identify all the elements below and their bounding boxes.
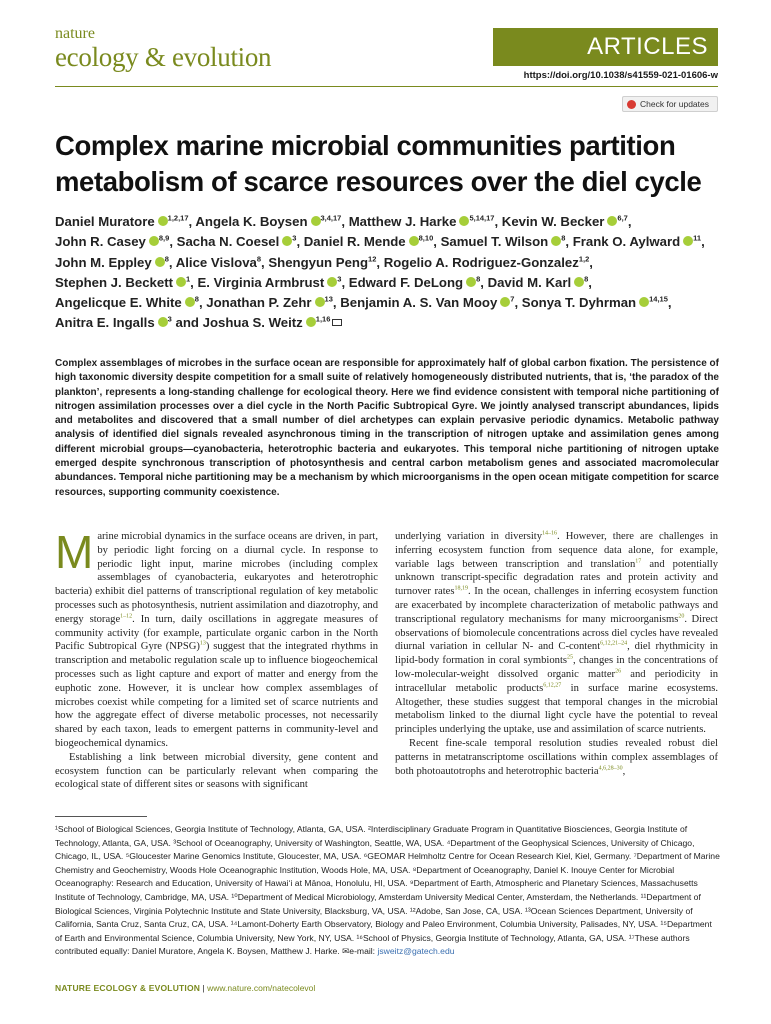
author-affiliation: 11 [693, 233, 702, 243]
citation[interactable]: 13 [199, 640, 206, 647]
author-name: Frank O. Aylward [572, 234, 681, 250]
author-name: Benjamin A. S. Van Mooy [340, 295, 498, 311]
abstract: Complex assemblages of microbes in the surface ocean are responsible for approximately half of global carbon fixation. The persistence of high taxonomic diversity despite competition for a small suite of relatively homogeneously distributed nutrients, that is, ‘the paradox of the plankton’, represents a long-standing challenge for ecological theory. Here we find evidence consistent with temporal niche partitioning of nitrogen assimilation processes over a diel cycle in the North Pacific Subtropical Gyre. We jointly analysed transcript abundances, lipids and metabolites and discovered that a small number of diel archetypes can explain pervasive periodic dynamics. Metabolic pathway analysis of identified diel signals revealed asynchronous timing in the transcription of nitrogen uptake and assimilation genes among different microbial groups—cyanobacteria, heterotrophic bacteria and eukaryotes. This temporal niche partitioning of nitrogen uptake emerged despite synchronous transcription of photosynthesis and central carbon metabolism genes and associated macromolecular abundances. Temporal niche partitioning may be a mechanism by which microorganisms in the open ocean mitigate competition for scarce resources, supporting community coexistence. [55, 358, 719, 498]
orcid-icon[interactable] [607, 216, 617, 226]
orcid-icon[interactable] [311, 216, 321, 226]
author-affiliation: 6,7 [617, 213, 628, 223]
author-affiliation: 13 [324, 294, 333, 304]
footer-journal: NATURE ECOLOGY & EVOLUTION [55, 983, 201, 993]
author-name: Daniel R. Mende [303, 234, 406, 250]
author[interactable] [203, 315, 343, 330]
author[interactable] [55, 275, 190, 290]
citation[interactable]: 14–16 [542, 530, 558, 537]
author[interactable] [55, 315, 172, 330]
author-affiliation: 8,9 [158, 233, 170, 243]
orcid-icon[interactable] [176, 277, 186, 287]
author-affiliation: 8 [194, 294, 199, 304]
author-name: Rogelio A. Rodriguez-Gonzalez [383, 254, 579, 270]
author-name: David M. Karl [487, 274, 572, 290]
citation[interactable]: 4,6,28–30 [598, 765, 623, 772]
author-name: E. Virginia Armbrust [197, 274, 325, 290]
body-column-right [395, 530, 718, 778]
orcid-icon[interactable] [574, 277, 584, 287]
author[interactable] [176, 255, 261, 270]
author-affiliation: 1,16 [315, 315, 331, 325]
author[interactable] [206, 295, 333, 310]
author-name: Edward F. DeLong [348, 274, 464, 290]
author-name: Angela K. Boysen [195, 214, 308, 229]
author[interactable] [349, 214, 495, 229]
drop-cap: M [55, 526, 94, 578]
citation[interactable]: 6,12,21–24 [600, 640, 628, 647]
author-affiliation: 8,10 [418, 233, 434, 243]
author[interactable] [177, 234, 297, 249]
orcid-icon[interactable] [158, 317, 168, 327]
author-affiliation: 14,15 [649, 294, 668, 304]
author[interactable] [522, 295, 668, 310]
author-affiliation: 8 [256, 254, 262, 264]
orcid-icon[interactable] [315, 297, 325, 307]
author[interactable] [195, 214, 341, 229]
orcid-icon[interactable] [639, 297, 649, 307]
orcid-icon[interactable] [409, 236, 419, 246]
journal-name-small: nature [55, 25, 95, 42]
author-affiliation: 1 [186, 274, 191, 284]
author-affiliation: 8 [584, 274, 589, 284]
citation[interactable]: 20 [678, 613, 685, 620]
author-affiliation: 1,2 [578, 254, 590, 264]
author-name: John R. Casey [55, 234, 146, 250]
author-affiliation: 8 [164, 254, 169, 264]
author[interactable] [55, 295, 199, 310]
orcid-icon[interactable] [327, 277, 337, 287]
citation[interactable]: 1–12 [120, 613, 133, 620]
author-affiliation: 3 [337, 274, 342, 284]
email-link[interactable]: jsweitz@gatech.edu [377, 946, 455, 957]
author-affiliation: 3 [167, 315, 172, 325]
footnote-rule [55, 816, 147, 817]
citation[interactable]: 18,19 [454, 585, 468, 592]
citation[interactable]: 17 [635, 558, 642, 565]
author[interactable] [573, 234, 701, 249]
author-name: Stephen J. Beckett [55, 274, 173, 290]
author[interactable] [55, 255, 169, 270]
author[interactable] [55, 214, 189, 229]
author-name: Shengyun Peng [268, 254, 369, 270]
author-affiliation: 3 [292, 233, 297, 243]
orcid-icon[interactable] [282, 236, 292, 246]
journal-logo [55, 26, 271, 72]
author[interactable] [502, 214, 628, 229]
check-updates-icon [627, 100, 636, 109]
envelope-icon[interactable] [332, 319, 342, 326]
author-affiliation: 1,2,17 [167, 213, 189, 223]
author-affiliation: 8 [476, 274, 481, 284]
page-footer [55, 983, 315, 993]
body-paragraph: Marine microbial dynamics in the surface oceans are driven, in part, by periodic light forcing on a diurnal cycle. In response to periodic light input, marine microbes (including complex assemblages of cyanobacteria, eukaryotes and heterotrophic bacteria) exhibit diel patterns of transcriptional regulation of key metabolic processes such as photosynthesis, nutrient assimilation and diazotrophy, and energy storage$^{1-12}$. In turn, daily oscillations in aggregate measures of community activity (for example, particulate organic carbon in the North Pacific Subtropical Gyre (NPSG)$^{13}$) suggest that the integrated rhythms in transcription and metabolic regulation scale up to influence biogeochemical processes such as light capture and export of matter and energy from the euphotic zone. However, it is unclear how complex assemblages of microbes coexist while competing for a limited set of scarce nutrients and how the aggregate effect of diverse metabolic processes, not necessarily shared by each taxon, leads to emergent patterns in community-level and biogeochemical dynamics. [55, 526, 378, 749]
orcid-icon[interactable] [500, 297, 510, 307]
author[interactable] [349, 275, 480, 290]
author-affiliation: 5,14,17 [469, 213, 495, 223]
orcid-icon[interactable] [149, 236, 159, 246]
orcid-icon[interactable] [466, 277, 476, 287]
author[interactable] [488, 275, 589, 290]
author[interactable] [268, 255, 376, 270]
author-name: John M. Eppley [55, 254, 152, 270]
author-name: Matthew J. Harke [348, 214, 457, 229]
orcid-icon[interactable] [158, 216, 168, 226]
author-name: Daniel Muratore [55, 214, 155, 229]
orcid-icon[interactable] [683, 236, 693, 246]
affiliations-footnote: ¹School of Biological Sciences, Georgia Institute of Technology, Atlanta, GA, USA. ²Interdisciplinary Graduate Program in Quantitative Biosciences, Georgia Institute of Technology, Atlanta, GA, USA. ³School of Oceanography, University of Washington, Seattle, WA, USA. ⁴Department of the Geophysical Sciences, University of Chicago, Chicago, IL, USA. ⁵Gloucester Marine Genomics Institute, Gloucester, MA, USA. ⁶GEOMAR Helmholtz Centre for Ocean Research Kiel, Kiel, Germany. ⁷Department of Marine Chemistry and Geochemistry, Woods Hole Oceanographic Institution, Woods Hole, MA, USA. ⁸Department of Oceanography, Daniel K. Inouye Center for Microbial Oceanography: Research and Education, University of Hawai‘i at Mānoa, Honolulu, HI, USA. ⁹Department of Earth, Atmospheric and Planetary Sciences, Massachusetts Institute of Technology, Cambridge, MA, USA. ¹⁰Department of Medical Microbiology, Amsterdam University Medical Center, Amsterdam, the Netherlands. ¹¹Department of Biological Sciences, Virginia Polytechnic Institute and State University, Blacksburg, VA, USA. ¹²Adobe, San Jose, CA, USA. ¹³Ocean Sciences Department, University of California, Santa Cruz, Santa Cruz, CA, USA. ¹⁴Lamont-Doherty Earth Observatory, Biology and Paleo Environment, Columbia University, Palisades, NY, USA. ¹⁵Department of Earth and Environmental Science, Columbia University, New York, NY, USA. ¹⁶School of Physics, Georgia Institute of Technology, Atlanta, GA, USA. ¹⁷These authors contributed equally: Daniel Muratore, Angela K. Boysen, Matthew J. Harke. ✉e-mail: jsweitz@gatech.edu [55, 824, 720, 957]
check-updates-button[interactable] [622, 96, 718, 112]
orcid-icon[interactable] [459, 216, 469, 226]
article-title: Complex marine microbial communities partition metabolism of scarce resources over the diel cycle [55, 130, 702, 197]
header-rule [55, 86, 718, 87]
author[interactable] [340, 295, 514, 310]
author-name: Jonathan P. Zehr [206, 295, 312, 311]
body-paragraph: Recent fine-scale temporal resolution studies revealed robust diel patterns in metatranscriptome oscillations within complex assemblages of both photoautotrophs and heterotrophic bacteria$^{4,6,28-30}$, [395, 737, 718, 777]
author-affiliation: 12 [368, 254, 377, 264]
citation[interactable]: 6,12,27 [543, 682, 562, 689]
body-paragraph: Establishing a link between microbial diversity, gene content and ecosystem function can be particularly relevant when comparing the ecological state of different sites or seasons with significant [55, 751, 378, 791]
body-paragraph: underlying variation in diversity$^{14-16}$. However, there are challenges in inferring ecosystem function from sequence data alone, for example, variable lags between transcription and translation$^{17}$ and potentially unknown transcript-specific degradation rates and protein activity and turnover rates$^{18,19}$. In the ocean, challenges in inferring ecosystem function are exacerbated by incomplete characterization of metabolic pathways and transcriptional regulatory mechanisms for many microorganisms$^{20}$. Direct observations of biomolecule concentrations across diel cycles have revealed diurnal variation in cellular N- and C-content$^{6,12,21-24}$, diel rhythmicity in lipid-body formation in coral symbionts$^{25}$, changes in the concentrations of low-molecular-weight dissolved organic matter$^{26}$ and periodicity in intracellular metabolic products$^{6,12,27}$ in surface marine ecosystems. Altogether, these studies suggest that temporal changes in the microbial metabolism linked to the diurnal light cycle have the potential to reveal principles underlying the uptake, use and assimilation of scarce nutrients. [395, 530, 719, 736]
orcid-icon[interactable] [185, 297, 195, 307]
author[interactable] [198, 275, 342, 290]
citation[interactable]: 25 [567, 654, 574, 661]
author-name: Alice Vislova [175, 254, 257, 270]
author[interactable] [55, 234, 169, 249]
author-name: Angelicque E. White [55, 295, 182, 311]
orcid-icon[interactable] [155, 257, 165, 267]
author-name: Kevin W. Becker [501, 214, 605, 229]
author-name: Anitra E. Ingalls [55, 315, 155, 331]
author[interactable] [304, 234, 433, 249]
author-name: Sonya T. Dyhrman [521, 295, 637, 311]
orcid-icon[interactable] [306, 317, 316, 327]
citation[interactable]: 26 [615, 668, 622, 675]
author-name: Samuel T. Wilson [440, 234, 549, 250]
doi-link[interactable]: https://doi.org/10.1038/s41559-021-01606-w [523, 70, 718, 81]
author-name: Sacha N. Coesel [176, 234, 280, 250]
author[interactable] [384, 255, 590, 270]
footer-separator: | [200, 983, 208, 993]
section-banner: ARTICLES [493, 28, 718, 66]
author[interactable] [441, 234, 566, 249]
check-updates-label: Check for updates [640, 99, 709, 109]
author-list: Daniel Muratore $^{1,2,17}$, Angela K. Boysen $^{3,4,17}$, Matthew J. Harke $^{5,14,17}$, Kevin W. Becker $^{6,7}$, John R. Casey $^{8,9}$, Sacha N. Coesel $^3$, Daniel R. Mende $^{8,10}$, Samuel T. Wilson $^8$, Frank O. Aylward $^{11}$, John M. Eppley $^8$, Alice Vislova$^8$, Shengyun Peng$^{12}$, Rogelio A. Rodriguez-Gonzalez$^{1,2}$, Stephen J. Beckett $^1$, E. Virginia Armbrust $^3$, Edward F. DeLong $^8$, David M. Karl $^8$, Angelicque E. White $^8$, Jonathan P. Zehr $^{13}$, Benjamin A. S. Van Mooy $^7$, Sonya T. Dyhrman $^{14,15}$, Anitra E. Ingalls $^3$ and Joshua S. Weitz $^{1,16}$ [55, 213, 705, 331]
orcid-icon[interactable] [551, 236, 561, 246]
author-affiliation: 8 [561, 233, 566, 243]
author-affiliation: 3,4,17 [320, 213, 342, 223]
journal-name-big: ecology & evolution [55, 42, 272, 72]
author-name: Joshua S. Weitz [202, 315, 303, 331]
footer-url[interactable]: www.nature.com/natecolevol [207, 983, 316, 993]
author-affiliation: 7 [510, 294, 515, 304]
body-column-left [55, 526, 378, 792]
